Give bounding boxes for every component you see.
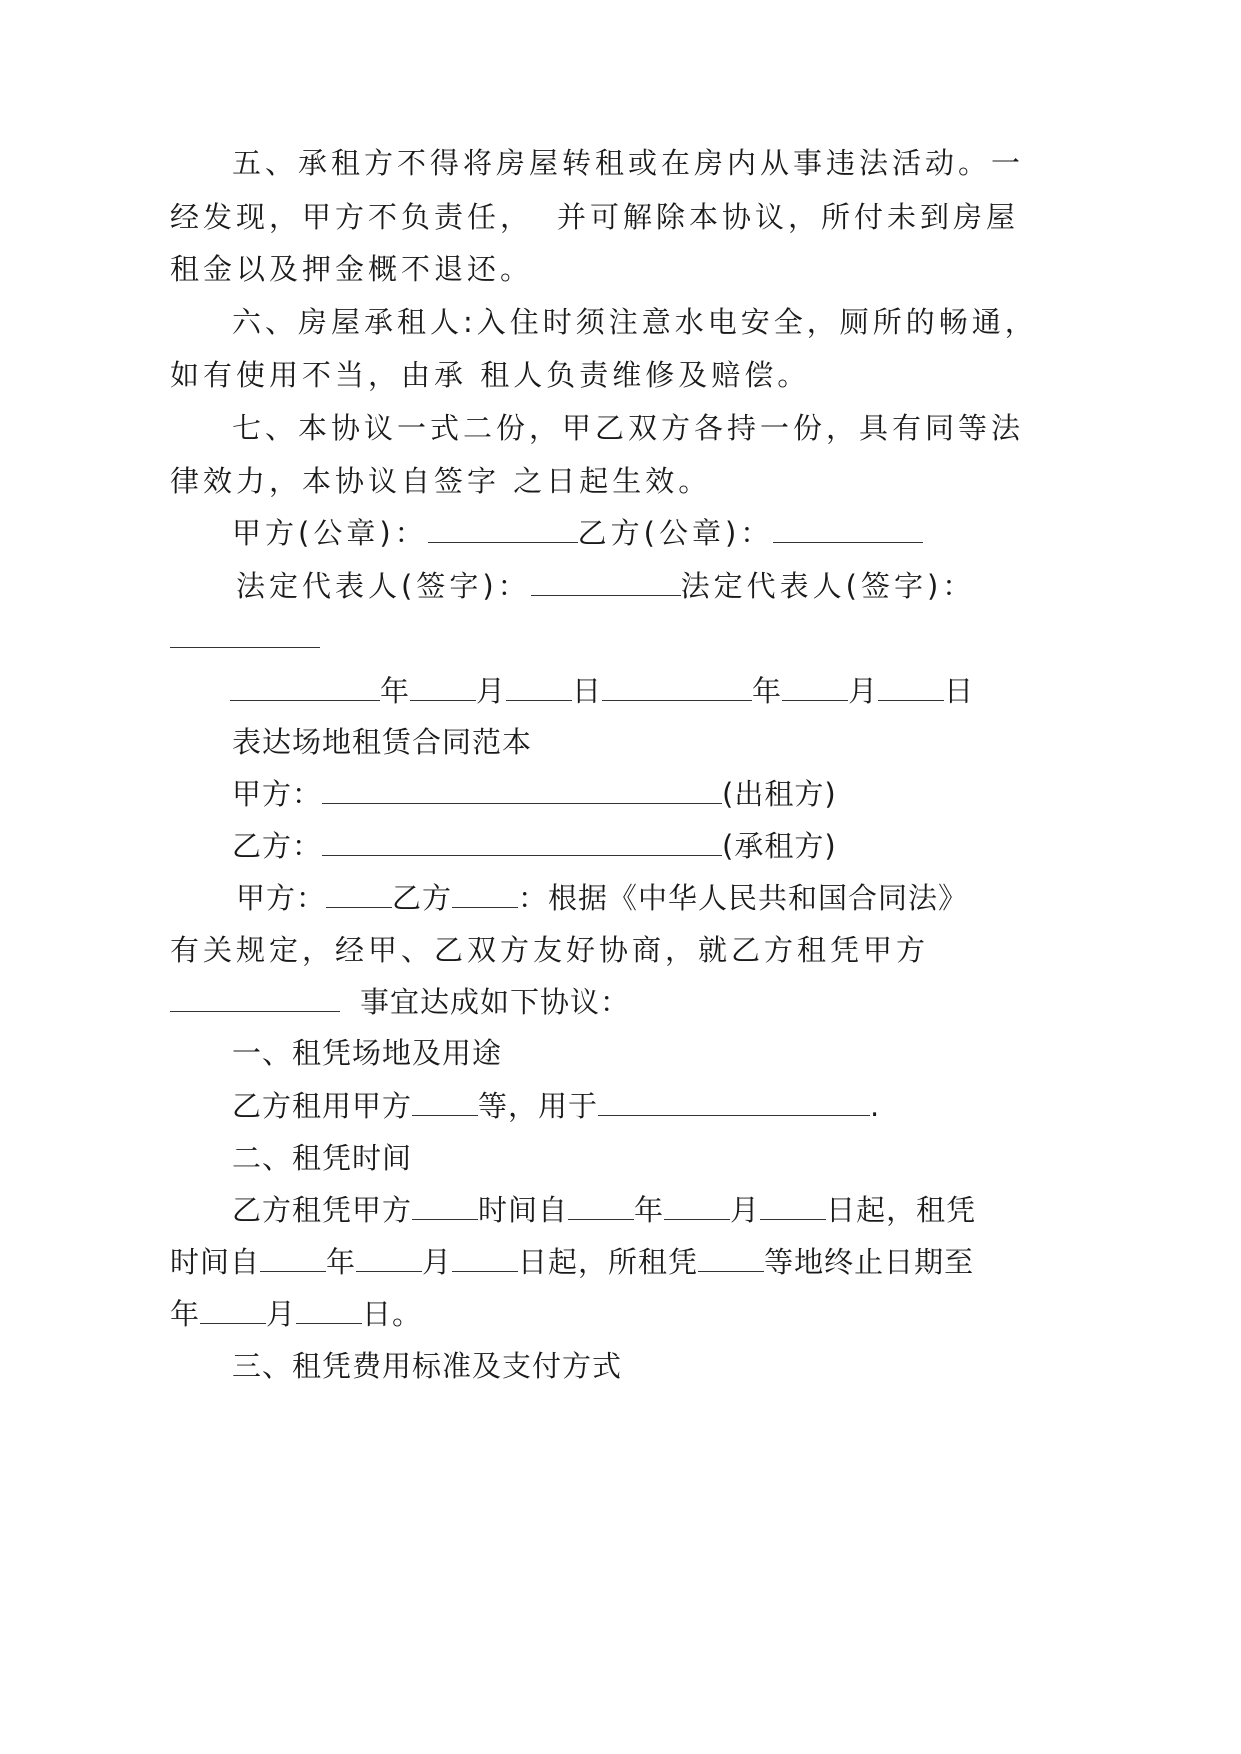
usage-blank (598, 1089, 870, 1116)
seal-a-blank (428, 516, 578, 543)
term-a-blank (412, 1193, 478, 1220)
preamble-line-2: 有关规定，经甲、乙双方友好协商，就乙方租凭甲方 (170, 933, 930, 967)
date-b-month-blank (782, 674, 848, 701)
section-2-line-1: 乙方租凭甲方 时间自 年 月 日起，租凭 (232, 1193, 977, 1227)
contract-title: 表达场地租赁合同范本 (232, 725, 533, 759)
representative-b-blank-line (170, 618, 320, 658)
preamble-c-blank (170, 985, 340, 1012)
party-b-blank (322, 829, 722, 856)
clause-5-line-2: 经发现，甲方不负责任， 并可解除本协议，所付未到房屋 (170, 200, 1020, 234)
section-2-line-3: 年 月 日。 (170, 1297, 423, 1331)
preamble-a-blank (326, 881, 392, 908)
section-1-heading: 一、租凭场地及用途 (232, 1036, 503, 1070)
term-g-blank (452, 1245, 518, 1272)
term-f-blank (356, 1245, 422, 1272)
term-i-blank (200, 1297, 266, 1324)
seal-b-blank (773, 516, 923, 543)
date-a-year-blank (230, 674, 380, 701)
date-b-day-blank (878, 674, 944, 701)
section-2-line-2: 时间自 年 月 日起，所租凭 等地终止日期至 (170, 1245, 975, 1279)
section-3-heading: 三、租凭费用标准及支付方式 (232, 1349, 623, 1383)
preamble-line-3: 事宜达成如下协议： (170, 982, 630, 1022)
section-2-heading: 二、租凭时间 (232, 1141, 413, 1175)
term-h-blank (698, 1245, 764, 1272)
term-b-blank (568, 1193, 634, 1220)
rep-a-blank (531, 569, 681, 596)
clause-7-line-2: 律效力，本协议自签字 之日起生效。 (170, 464, 712, 498)
rep-b-blank (170, 621, 320, 648)
clause-7-line-1: 七、本协议一式二份，甲乙双方各持一份，具有同等法 (232, 411, 1025, 445)
term-j-blank (296, 1297, 362, 1324)
clause-5-line-1: 五、承租方不得将房屋转租或在房内从事违法活动。一 (232, 146, 1025, 180)
party-a-blank (322, 777, 722, 804)
party-a-line: 甲方： (出租方) (232, 777, 837, 811)
representative-line: 法定代表人(签字)： 法定代表人(签字)： (236, 569, 976, 603)
party-b-line: 乙方： (承租方) (232, 829, 837, 863)
date-b-year-blank (602, 674, 752, 701)
date-a-day-blank (506, 674, 572, 701)
term-c-blank (664, 1193, 730, 1220)
clause-6-line-2: 如有使用不当，由承 租人负责维修及赔偿。 (170, 358, 811, 392)
date-line: 年 月 日 年 月 日 (230, 671, 974, 711)
date-a-month-blank (410, 674, 476, 701)
term-e-blank (260, 1245, 326, 1272)
clause-5-line-3: 租金以及押金概不退还。 (170, 252, 534, 286)
seal-line: 甲方(公章)： 乙方(公章)： (232, 513, 923, 553)
section-1-body: 乙方租用甲方 等，用于 . (232, 1089, 881, 1123)
preamble-b-blank (452, 881, 518, 908)
clause-6-line-1: 六、房屋承租人:入住时须注意水电安全，厕所的畅通， (232, 305, 1038, 339)
preamble-line-1: 甲方： 乙方 ：根据《中华人民共和国合同法》 (236, 881, 969, 915)
term-d-blank (760, 1193, 826, 1220)
venue-blank (412, 1089, 478, 1116)
